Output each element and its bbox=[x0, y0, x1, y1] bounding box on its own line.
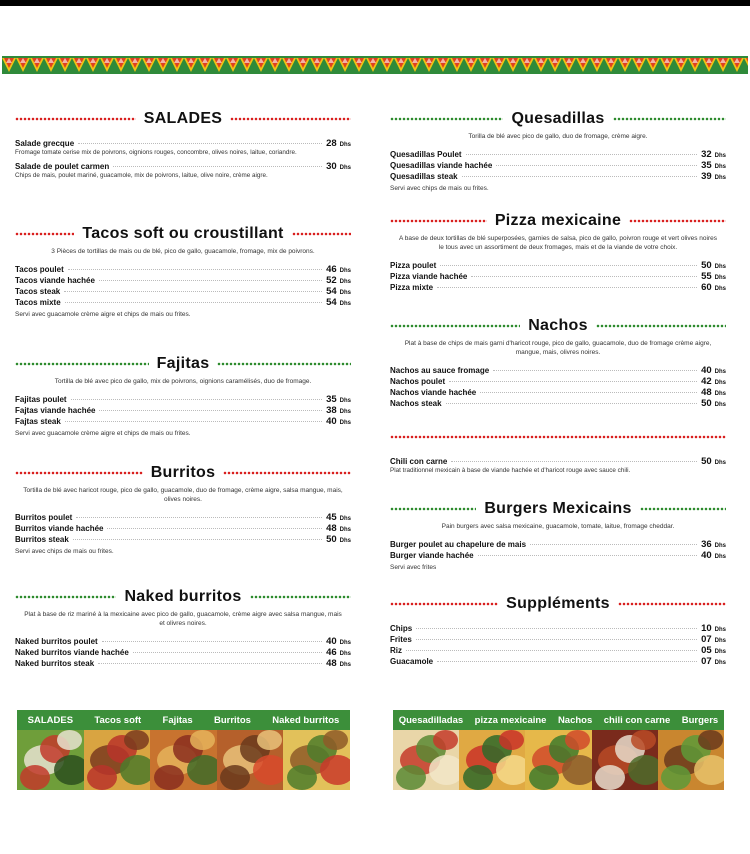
menu-section bbox=[15, 108, 351, 184]
menu-section bbox=[15, 462, 351, 555]
item-price: 48 bbox=[326, 523, 337, 534]
food-shape bbox=[320, 755, 350, 785]
leader-line bbox=[496, 165, 697, 166]
leader-line bbox=[98, 663, 322, 664]
item-name: Burger viande hachée bbox=[390, 551, 474, 560]
category-strip-right bbox=[393, 710, 724, 790]
item-price: 40 bbox=[701, 550, 712, 561]
item-name: Chips bbox=[390, 624, 413, 633]
currency-label: Dhs bbox=[714, 649, 726, 655]
food-shape bbox=[187, 755, 217, 785]
food-shape bbox=[287, 765, 317, 790]
dotted-divider bbox=[390, 324, 520, 328]
item-name: Tacos mixte bbox=[15, 298, 61, 307]
section-header bbox=[15, 586, 351, 608]
item-name: Pizza mixte bbox=[390, 283, 434, 292]
section-note: Servi avec guacamole crème aigre et chips de mais ou frites. bbox=[15, 430, 191, 437]
section-note: Servi avec frites bbox=[390, 564, 437, 571]
item-name: Salade grecque bbox=[15, 139, 75, 148]
leader-line bbox=[416, 628, 697, 629]
leader-line bbox=[99, 280, 322, 281]
pizza-photo bbox=[459, 730, 525, 790]
food-shape bbox=[120, 755, 150, 785]
item-name: Riz bbox=[390, 646, 402, 655]
dotted-divider bbox=[390, 602, 498, 606]
section-title: Tacos soft ou croustillant bbox=[82, 225, 284, 242]
item-list bbox=[15, 394, 351, 427]
dotted-divider bbox=[292, 232, 351, 236]
food-shape bbox=[433, 730, 458, 750]
currency-label: Dhs bbox=[714, 554, 726, 560]
item-name: Fajtas steak bbox=[15, 417, 61, 426]
leader-line bbox=[65, 302, 322, 303]
menu-item bbox=[15, 297, 351, 308]
food-photos-right bbox=[393, 730, 724, 790]
currency-label: Dhs bbox=[714, 402, 726, 408]
dotted-divider bbox=[390, 219, 487, 223]
food-shape bbox=[661, 765, 691, 790]
item-name: Fajitas poulet bbox=[15, 395, 67, 404]
food-shape bbox=[631, 730, 656, 750]
currency-label: Dhs bbox=[714, 264, 726, 270]
food-shape bbox=[323, 730, 348, 750]
food-shape bbox=[698, 730, 723, 750]
section-title: Naked burritos bbox=[124, 588, 242, 605]
currency-label: Dhs bbox=[339, 165, 351, 171]
quesadillas-photo bbox=[393, 730, 459, 790]
currency-label: Dhs bbox=[339, 290, 351, 296]
item-name: Burger poulet au chapelure de mais bbox=[390, 540, 527, 549]
currency-label: Dhs bbox=[714, 660, 726, 666]
item-list bbox=[390, 365, 726, 409]
currency-label: Dhs bbox=[714, 175, 726, 181]
dotted-divider bbox=[230, 117, 351, 121]
section-header bbox=[390, 315, 726, 337]
leader-line bbox=[446, 403, 697, 404]
item-price: 50 bbox=[701, 456, 712, 467]
currency-label: Dhs bbox=[714, 164, 726, 170]
item-price: 42 bbox=[701, 376, 712, 387]
naked-burritos-photo bbox=[283, 730, 350, 790]
menu-item bbox=[390, 260, 726, 271]
item-description: Chips de mais, poulet mariné, guacamole, mix de poivrons, laitue, olive noire, crème aigre. bbox=[15, 172, 268, 179]
dotted-divider bbox=[613, 117, 726, 121]
food-shape bbox=[694, 755, 724, 785]
item-list bbox=[390, 623, 726, 667]
currency-label: Dhs bbox=[714, 460, 726, 466]
leader-line bbox=[99, 410, 322, 411]
leader-line bbox=[493, 370, 697, 371]
food-shape bbox=[628, 755, 658, 785]
item-name: Burritos steak bbox=[15, 535, 69, 544]
food-shape bbox=[87, 765, 117, 790]
dotted-divider bbox=[390, 435, 726, 439]
item-price: 54 bbox=[326, 297, 337, 308]
section-header bbox=[15, 462, 351, 484]
item-price: 46 bbox=[326, 264, 337, 275]
item-name: Naked burritos viande hachée bbox=[15, 648, 129, 657]
leader-line bbox=[102, 641, 322, 642]
section-header bbox=[15, 353, 351, 375]
category-strip-left bbox=[17, 710, 350, 790]
section-description: 3 Pièces de tortillas de mais ou de blé, pico de gallo, guacamole, fromage, mix de poivrons. bbox=[51, 248, 315, 255]
leader-line bbox=[440, 265, 697, 266]
category-tab[interactable]: Burgers bbox=[681, 714, 719, 726]
item-name: Burritos viande hachée bbox=[15, 524, 104, 533]
leader-line bbox=[406, 650, 697, 651]
fajitas-photo bbox=[150, 730, 217, 790]
leader-line bbox=[73, 539, 322, 540]
currency-label: Dhs bbox=[339, 398, 351, 404]
chili-photo bbox=[592, 730, 658, 790]
item-name: Naked burritos poulet bbox=[15, 637, 98, 646]
leader-line bbox=[416, 639, 697, 640]
section-description: Torilla de blé avec pico de gallo, duo de fromage, crème aigre. bbox=[468, 133, 648, 140]
item-price: 39 bbox=[701, 171, 712, 182]
item-name: Chili con carne bbox=[390, 457, 448, 466]
currency-label: Dhs bbox=[339, 268, 351, 274]
category-nav-right bbox=[393, 710, 724, 730]
section-title: Suppléments bbox=[506, 595, 610, 612]
item-list bbox=[390, 149, 726, 182]
aztec-border-pattern bbox=[2, 56, 748, 74]
leader-line bbox=[133, 652, 322, 653]
category-tab[interactable]: Tacos soft bbox=[94, 714, 142, 726]
item-price: 32 bbox=[701, 149, 712, 160]
food-shape bbox=[253, 755, 283, 785]
currency-label: Dhs bbox=[714, 638, 726, 644]
item-name: Pizza viande hachée bbox=[390, 272, 468, 281]
menu-section bbox=[15, 586, 351, 669]
section-note: Servi avec chips de mais ou frites. bbox=[15, 548, 114, 555]
menu-item bbox=[390, 282, 726, 293]
top-black-bar bbox=[0, 0, 750, 6]
item-name: Tacos viande hachée bbox=[15, 276, 95, 285]
dotted-divider bbox=[217, 362, 351, 366]
item-price: 38 bbox=[326, 405, 337, 416]
currency-label: Dhs bbox=[339, 420, 351, 426]
menu-section bbox=[390, 108, 726, 192]
dotted-divider bbox=[629, 219, 726, 223]
section-header bbox=[390, 593, 726, 615]
leader-line bbox=[466, 154, 698, 155]
item-price: 35 bbox=[701, 160, 712, 171]
menu-section bbox=[15, 223, 351, 318]
food-shape bbox=[529, 765, 559, 790]
item-description: Fromage tomate cerise mix de poivrons, oignions rouges, concombre, olives noires, laitue, coriandre. bbox=[15, 149, 297, 156]
category-tab[interactable]: chili con carne bbox=[603, 714, 671, 726]
item-price: 05 bbox=[701, 645, 712, 656]
menu-item bbox=[15, 286, 351, 297]
menu-item bbox=[390, 623, 726, 634]
item-price: 07 bbox=[701, 656, 712, 667]
item-list bbox=[390, 456, 726, 475]
item-name: Pizza poulet bbox=[390, 261, 437, 270]
leader-line bbox=[76, 517, 322, 518]
section-description: Plat à base de chips de mais garni d'haricot rouge, pico de gallo, guacamole, duo de fromage crème aigre, mangue, mais, olivres noires. bbox=[404, 340, 712, 356]
category-tab[interactable]: SALADES bbox=[27, 714, 74, 726]
section-note: Servi avec guacamole crème aigre et chips de mais ou frites. bbox=[15, 311, 191, 318]
currency-label: Dhs bbox=[714, 153, 726, 159]
currency-label: Dhs bbox=[339, 409, 351, 415]
item-price: 07 bbox=[701, 634, 712, 645]
nachos-photo bbox=[525, 730, 591, 790]
food-shape bbox=[54, 755, 84, 785]
currency-label: Dhs bbox=[339, 662, 351, 668]
dotted-divider bbox=[640, 507, 726, 511]
leader-line bbox=[451, 461, 697, 462]
item-list bbox=[390, 260, 726, 293]
item-price: 10 bbox=[701, 623, 712, 634]
dotted-divider bbox=[15, 595, 116, 599]
item-price: 50 bbox=[701, 260, 712, 271]
category-tab[interactable]: Fajitas bbox=[162, 714, 193, 726]
currency-label: Dhs bbox=[714, 380, 726, 386]
food-shape bbox=[565, 730, 590, 750]
item-price: 45 bbox=[326, 512, 337, 523]
item-price: 50 bbox=[326, 534, 337, 545]
menu-item bbox=[390, 387, 726, 398]
menu-item bbox=[15, 275, 351, 286]
section-header bbox=[390, 108, 726, 130]
leader-line bbox=[471, 276, 697, 277]
currency-label: Dhs bbox=[339, 142, 351, 148]
menu-item bbox=[15, 534, 351, 545]
section-description: Plat à base de riz mariné à la mexicaine avec pico de gallo, guacamole, crème aigre avec salsa mangue, mais et olivres noires. bbox=[24, 611, 342, 627]
currency-label: Dhs bbox=[339, 527, 351, 533]
menu-item bbox=[15, 647, 351, 658]
menu-item bbox=[15, 416, 351, 427]
currency-label: Dhs bbox=[339, 640, 351, 646]
item-list bbox=[15, 636, 351, 669]
item-name: Tacos poulet bbox=[15, 265, 64, 274]
tacos-photo bbox=[84, 730, 151, 790]
dotted-divider bbox=[15, 232, 74, 236]
leader-line bbox=[478, 555, 697, 556]
menu-item bbox=[15, 394, 351, 405]
food-shape bbox=[499, 730, 524, 750]
item-price: 28 bbox=[326, 138, 337, 149]
section-title: Nachos bbox=[528, 317, 588, 334]
food-shape bbox=[190, 730, 215, 750]
food-photos-left bbox=[17, 730, 350, 790]
item-description: Plat traditionnel mexicain à base de viande hachée et d'haricot rouge avec sauce chili. bbox=[390, 467, 631, 474]
burritos-photo bbox=[217, 730, 284, 790]
menu-item bbox=[390, 271, 726, 282]
item-name: Nachos poulet bbox=[390, 377, 446, 386]
item-name: Frites bbox=[390, 635, 412, 644]
section-title: Burgers Mexicains bbox=[484, 500, 632, 517]
section-description: Tortilla de blé avec haricot rouge, pico de gallo, guacamole, duo de fromage, crème aigre, salsa mangue, mais, olives noires. bbox=[23, 487, 343, 503]
section-title: Quesadillas bbox=[511, 110, 605, 127]
currency-label: Dhs bbox=[339, 516, 351, 522]
item-name: Salade de poulet carmen bbox=[15, 162, 110, 171]
currency-label: Dhs bbox=[714, 369, 726, 375]
item-price: 36 bbox=[701, 539, 712, 550]
menu-section bbox=[15, 353, 351, 437]
food-shape bbox=[220, 765, 250, 790]
currency-label: Dhs bbox=[339, 301, 351, 307]
leader-line bbox=[480, 392, 697, 393]
menu-item bbox=[390, 539, 726, 550]
item-price: 35 bbox=[326, 394, 337, 405]
menu-item bbox=[390, 398, 726, 409]
leader-line bbox=[437, 287, 697, 288]
section-description: Tortilla de blé avec pico de gallo, mix de poivrons, oignions caramélisés, duo de fromage. bbox=[54, 378, 312, 385]
item-name: Naked burritos steak bbox=[15, 659, 95, 668]
item-name: Nachos viande hachée bbox=[390, 388, 477, 397]
item-list bbox=[390, 539, 726, 561]
dotted-divider bbox=[15, 362, 149, 366]
menu-item bbox=[390, 149, 726, 160]
section-note: Servi avec chips de mais ou frites. bbox=[390, 185, 489, 192]
leader-line bbox=[68, 269, 322, 270]
food-shape bbox=[496, 755, 526, 785]
menu-item bbox=[390, 634, 726, 645]
food-shape bbox=[20, 765, 50, 790]
item-name: Quesadillas Poulet bbox=[390, 150, 462, 159]
section-header bbox=[390, 426, 726, 448]
item-price: 55 bbox=[701, 271, 712, 282]
item-price: 48 bbox=[701, 387, 712, 398]
dotted-divider bbox=[250, 595, 351, 599]
currency-label: Dhs bbox=[339, 651, 351, 657]
food-shape bbox=[124, 730, 149, 750]
category-tab[interactable]: Quesadilladas bbox=[398, 714, 464, 726]
section-title: Pizza mexicaine bbox=[494, 212, 622, 229]
item-list bbox=[15, 264, 351, 308]
section-title: SALADES bbox=[143, 110, 223, 127]
item-price: 30 bbox=[326, 161, 337, 172]
section-header bbox=[15, 108, 351, 130]
leader-line bbox=[65, 421, 322, 422]
food-shape bbox=[562, 755, 592, 785]
dotted-divider bbox=[223, 471, 351, 475]
menu-item bbox=[15, 512, 351, 523]
section-header bbox=[15, 223, 351, 245]
item-price: 54 bbox=[326, 286, 337, 297]
menu-item bbox=[15, 264, 351, 275]
currency-label: Dhs bbox=[714, 286, 726, 292]
food-shape bbox=[463, 765, 493, 790]
section-description: Pain burgers avec salsa mexicaine, guacamole, tomate, laitue, fromage cheddar. bbox=[441, 523, 675, 530]
menu-section bbox=[390, 315, 726, 409]
item-name: Burritos poulet bbox=[15, 513, 73, 522]
food-shape bbox=[57, 730, 82, 750]
menu-item bbox=[390, 365, 726, 376]
section-header bbox=[390, 210, 726, 232]
menu-item bbox=[15, 658, 351, 669]
dotted-divider bbox=[390, 117, 503, 121]
menu-section bbox=[390, 426, 726, 479]
menu-item bbox=[390, 376, 726, 387]
menu-item bbox=[390, 645, 726, 656]
dotted-divider bbox=[390, 507, 476, 511]
dotted-divider bbox=[618, 602, 726, 606]
currency-label: Dhs bbox=[714, 543, 726, 549]
item-name: Fajtas viande hachée bbox=[15, 406, 96, 415]
section-description: A base de deux tortillas de blé superposées, garnies de salsa, pico de gallo, poivron rouge et vert olives noires le tous avec un assortiment de deux fromages, mais et de la viande de votre choix. bbox=[399, 235, 717, 251]
category-tab[interactable]: Naked burritos bbox=[272, 714, 340, 726]
menu-item bbox=[390, 656, 726, 667]
item-name: Quesadillas viande hachée bbox=[390, 161, 493, 170]
item-price: 40 bbox=[326, 636, 337, 647]
dotted-divider bbox=[15, 471, 143, 475]
section-title: Burritos bbox=[150, 464, 216, 481]
section-header bbox=[390, 498, 726, 520]
menu-item bbox=[390, 550, 726, 561]
leader-line bbox=[530, 544, 697, 545]
item-price: 50 bbox=[701, 398, 712, 409]
menu-item bbox=[15, 405, 351, 416]
item-name: Guacamole bbox=[390, 657, 434, 666]
category-tab[interactable]: Nachos bbox=[557, 714, 593, 726]
section-title: Fajitas bbox=[156, 355, 210, 372]
currency-label: Dhs bbox=[339, 538, 351, 544]
currency-label: Dhs bbox=[714, 391, 726, 397]
menu-section bbox=[390, 498, 726, 571]
leader-line bbox=[113, 166, 322, 167]
item-price: 48 bbox=[326, 658, 337, 669]
leader-line bbox=[437, 661, 697, 662]
item-list bbox=[15, 512, 351, 545]
menu-section bbox=[390, 593, 726, 667]
menu-item bbox=[390, 160, 726, 171]
item-name: Nachos steak bbox=[390, 399, 442, 408]
currency-label: Dhs bbox=[339, 279, 351, 285]
menu-item bbox=[15, 636, 351, 647]
category-tab[interactable]: Burritos bbox=[213, 714, 251, 726]
menu-item bbox=[15, 523, 351, 534]
item-price: 52 bbox=[326, 275, 337, 286]
item-price: 46 bbox=[326, 647, 337, 658]
food-shape bbox=[154, 765, 184, 790]
food-shape bbox=[396, 765, 426, 790]
leader-line bbox=[78, 143, 322, 144]
dotted-divider bbox=[596, 324, 726, 328]
leader-line bbox=[462, 176, 697, 177]
leader-line bbox=[449, 381, 697, 382]
item-price: 40 bbox=[701, 365, 712, 376]
food-shape bbox=[257, 730, 282, 750]
leader-line bbox=[107, 528, 322, 529]
item-list bbox=[15, 138, 351, 180]
food-shape bbox=[595, 765, 625, 790]
food-shape bbox=[429, 755, 459, 785]
item-name: Nachos au sauce fromage bbox=[390, 366, 490, 375]
salad-photo bbox=[17, 730, 84, 790]
currency-label: Dhs bbox=[714, 627, 726, 633]
leader-line bbox=[71, 399, 323, 400]
category-tab[interactable]: pizza mexicaine bbox=[474, 714, 547, 726]
menu-item bbox=[390, 171, 726, 182]
item-price: 40 bbox=[326, 416, 337, 427]
item-name: Tacos steak bbox=[15, 287, 61, 296]
currency-label: Dhs bbox=[714, 275, 726, 281]
leader-line bbox=[64, 291, 322, 292]
item-price: 60 bbox=[701, 282, 712, 293]
dotted-divider bbox=[15, 117, 136, 121]
category-nav-left bbox=[17, 710, 350, 730]
item-name: Quesadillas steak bbox=[390, 172, 458, 181]
burger-photo bbox=[658, 730, 724, 790]
menu-section bbox=[390, 210, 726, 293]
